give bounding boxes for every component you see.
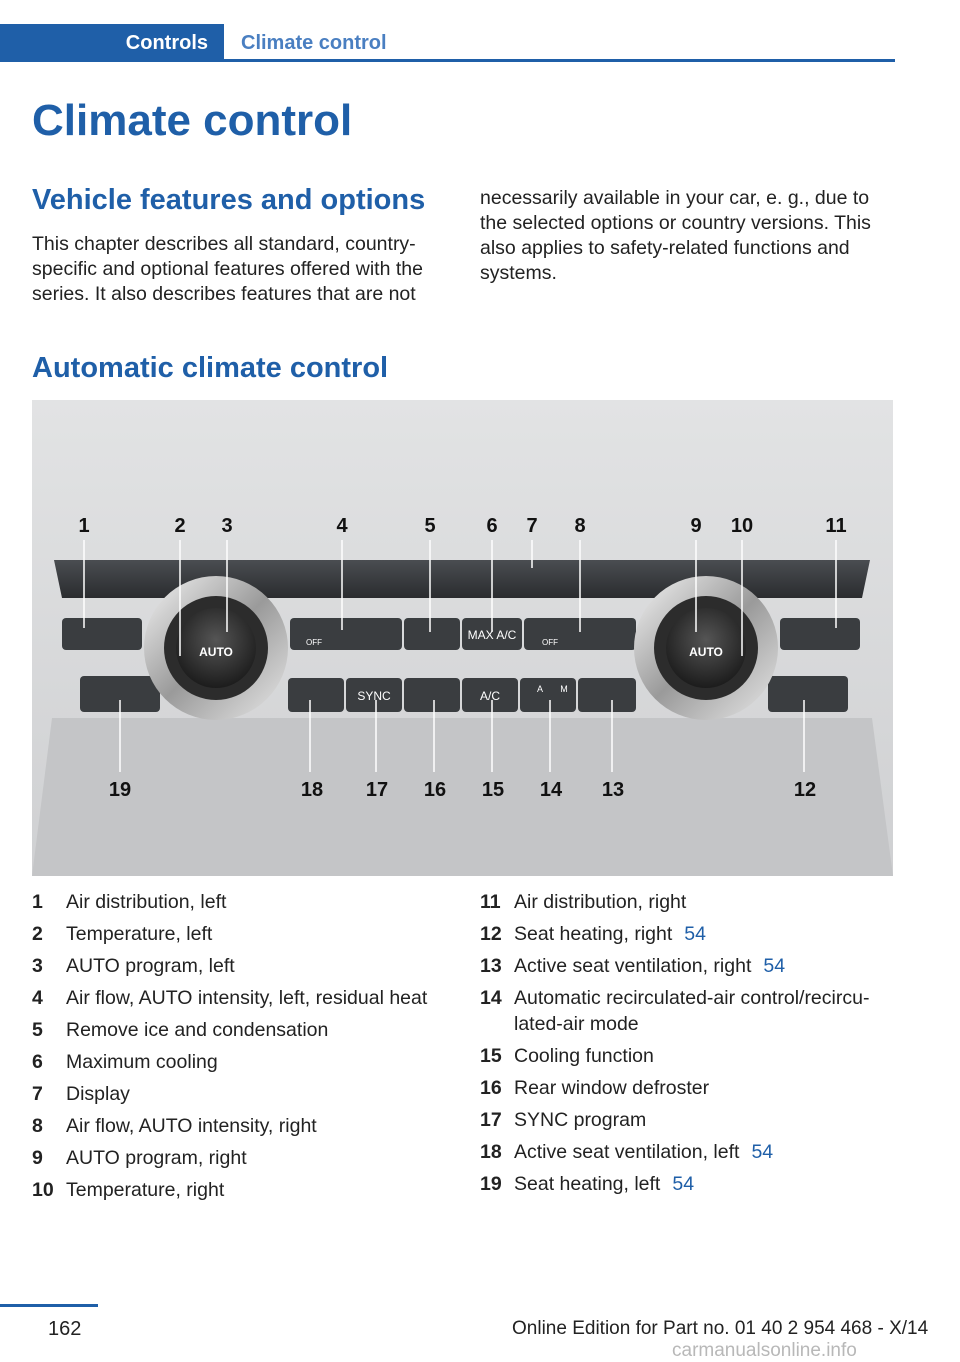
callout-17: 17 [365,779,389,801]
section-tab[interactable]: Controls [0,24,224,62]
page-ref-link[interactable]: 54 [672,1173,695,1195]
callout-7: 7 [526,515,538,537]
features-text-right: necessarily available in your car, e. g., due to the selected options or country versions. This also applies to safety-related functions and systems. [480,187,871,284]
callout-1: 1 [78,515,90,537]
callout-19: 19 [108,779,132,801]
climate-panel-illustration [32,400,893,876]
callout-16: 16 [423,779,447,801]
legend-item: 5 Remove ice and condensation [32,1019,329,1041]
page-number: 162 [48,1318,82,1340]
legend-item: 2 Temperature, left [32,923,213,945]
auto-label-left: AUTO [199,645,233,659]
legend-item: 19 Seat heating, left 54 [480,1173,695,1195]
legend-item: 9 AUTO program, right [32,1147,247,1169]
callout-18: 18 [300,779,324,801]
footer-rule [0,1304,98,1307]
legend-item: 6 Maximum cooling [32,1051,218,1073]
legend-item: 13 Active seat ventilation, right 54 [480,955,786,977]
climate-panel-figure [32,400,893,876]
legend-item: 11 Air distribution, right [480,891,687,913]
fan-off-label-left: OFF [306,638,322,647]
page-title: Climate control [32,96,353,145]
page-ref-link[interactable]: 54 [684,923,706,945]
edition-note: Online Edition for Part no. 01 40 2 954 468 - X/14 [512,1318,929,1339]
legend-item: 3 AUTO program, left [32,955,235,977]
legend-item: 15 Cooling function [480,1045,654,1067]
legend-item: 18 Active seat ventilation, left 54 [480,1141,774,1163]
legend-item: 12 Seat heating, right 54 [480,923,706,945]
page-ref-link[interactable]: 54 [751,1141,774,1163]
fan-off-label-right: OFF [542,638,558,647]
callout-4: 4 [336,515,348,537]
callout-15: 15 [481,779,505,801]
legend-item: 16 Rear window defroster [480,1077,710,1099]
legend-left [32,886,472,1206]
features-text-left: This chapter describes all standard, country-specific and optional features offered with the series. It also describes features that are not [32,233,423,305]
auto-label-right: AUTO [689,645,723,659]
callout-8: 8 [574,515,586,537]
callout-14: 14 [539,779,563,801]
callout-9: 9 [690,515,702,537]
sync-label: SYNC [357,689,391,703]
callout-10: 10 [730,515,754,537]
page-ref-link[interactable]: 54 [763,955,786,977]
legend-item: 14 Automatic recirculated-air control/recircu-lated-air mode [480,987,870,1035]
callout-5: 5 [424,515,436,537]
callout-6: 6 [486,515,498,537]
ac-label: A/C [479,689,501,703]
legend-item: 10 Temperature, right [32,1179,225,1201]
callout-13: 13 [601,779,625,801]
max-ac-label: MAX A/C [467,628,517,642]
callout-12: 12 [793,779,817,801]
legend-item: 7 Display [32,1083,130,1105]
features-heading: Vehicle features and options [32,184,426,216]
header-bar [0,24,895,62]
legend-item: 4 Air flow, AUTO intensity, left, residual heat [32,987,428,1009]
legend-right [480,886,895,1200]
legend-item: 17 SYNC program [480,1109,647,1131]
chapter-tab[interactable]: Climate control [241,32,387,54]
recirc-a-label: A [536,684,544,694]
legend-item: 8 Air flow, AUTO intensity, right [32,1115,317,1137]
auto-climate-heading: Automatic climate control [32,352,389,384]
watermark: carmanualsonline.info [672,1340,857,1361]
callout-11: 11 [825,515,847,537]
callout-2: 2 [174,515,186,537]
legend-item: 1 Air distribution, left [32,891,227,913]
recirc-m-label: M [560,684,568,694]
callout-3: 3 [221,515,233,537]
